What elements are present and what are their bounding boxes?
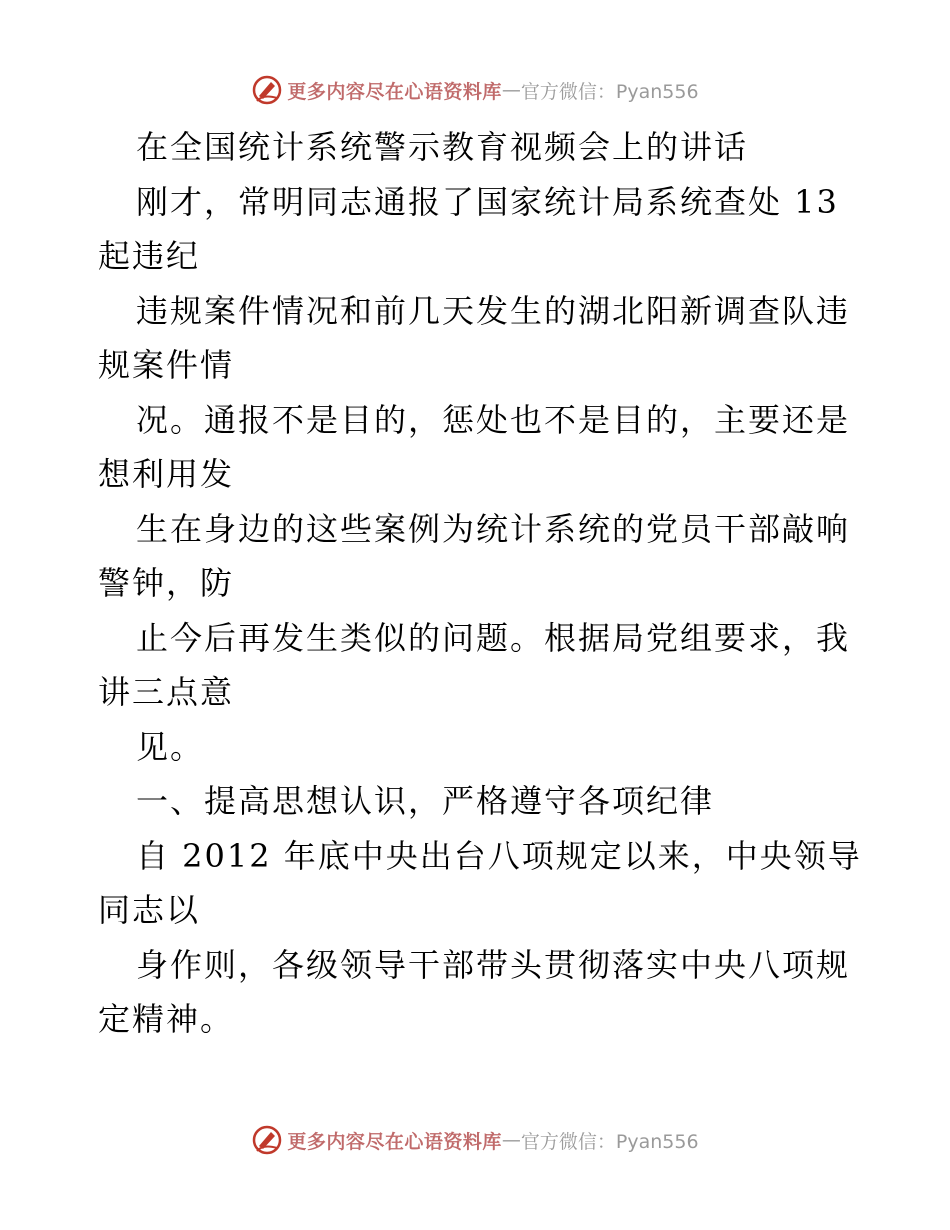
text-line: 讲三点意: [98, 673, 235, 711]
banner-separator: —: [501, 1129, 521, 1151]
header-watermark-banner: [0, 70, 950, 110]
text-line: 违规案件情况和前几天发生的湖北阳新调查队违: [136, 291, 851, 330]
text-line: 同志以: [98, 891, 201, 929]
text-line: 在全国统计系统警示教育视频会上的讲话: [136, 128, 749, 166]
banner-wechat-text: 官方微信：Pyan556: [520, 80, 699, 103]
pen-logo-icon: [251, 74, 283, 106]
document-body: [98, 120, 862, 1047]
text-line: 刚才，常明同志通报了国家统计局系统查处 13: [136, 182, 839, 221]
text-line: 生在身边的这些案例为统计系统的党员干部敲响: [136, 509, 851, 548]
footer-watermark-banner: [0, 1120, 950, 1160]
text-line: 自 2012 年底中央出台八项规定以来，中央领导: [136, 836, 862, 875]
banner-separator: —: [501, 79, 521, 101]
banner-wechat-text: 官方微信：Pyan556: [520, 1130, 699, 1153]
banner-main-text: 更多内容尽在心语资料库: [287, 80, 502, 103]
text-line: 规案件情: [98, 346, 235, 384]
text-line: 起违纪: [98, 237, 201, 275]
text-line: 一、提高思想认识，严格遵守各项纪律: [136, 782, 715, 820]
text-line: 况。通报不是目的，惩处也不是目的，主要还是: [136, 400, 851, 439]
text-line: 见。: [136, 727, 205, 766]
text-line: 止今后再发生类似的问题。根据局党组要求，我: [136, 618, 851, 657]
text-line: 定精神。: [98, 1000, 235, 1038]
text-line: 身作则，各级领导干部带头贯彻落实中央八项规: [136, 945, 851, 984]
text-line: 警钟，防: [98, 564, 235, 602]
banner-main-text: 更多内容尽在心语资料库: [287, 1130, 502, 1153]
text-line: 想利用发: [98, 455, 235, 493]
pen-logo-icon: [251, 1124, 283, 1156]
